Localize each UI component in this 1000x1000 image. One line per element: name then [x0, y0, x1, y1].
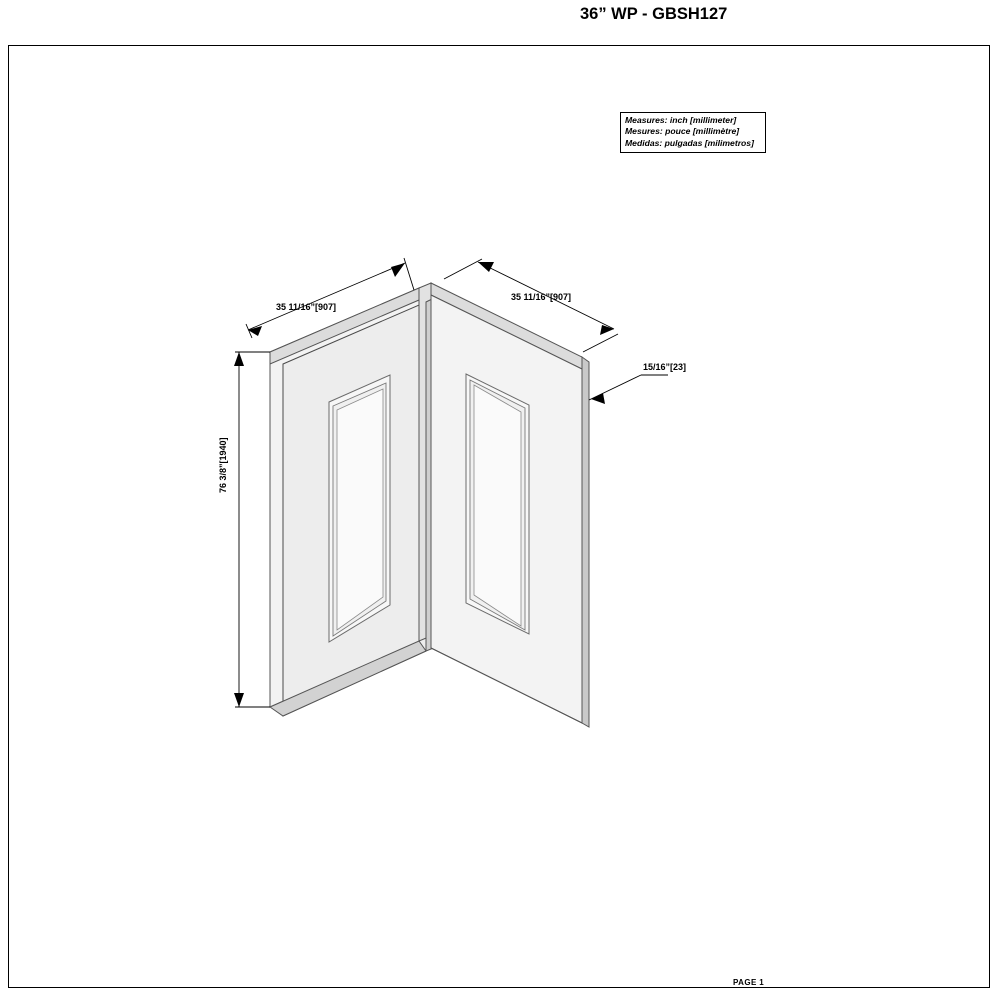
dimension-label-height: 76 3/8”[1940] — [218, 437, 228, 493]
dimension-label-thickness: 15/16”[23] — [643, 362, 687, 372]
dimension-label-left-width: 35 11/16”[907] — [276, 302, 337, 312]
page-number: PAGE 1 — [733, 978, 765, 987]
legend-line-english: Measures: inch [millimeter] — [625, 115, 737, 125]
legend-line-spanish: Medidas: pulgadas [milimetros] — [625, 137, 754, 148]
dimension-label-right-width: 35 11/16”[907] — [511, 292, 572, 302]
page-title: 36” WP - GBSH127 — [580, 5, 728, 23]
legend-line-french: Mesures: pouce [millimètre] — [625, 126, 740, 137]
